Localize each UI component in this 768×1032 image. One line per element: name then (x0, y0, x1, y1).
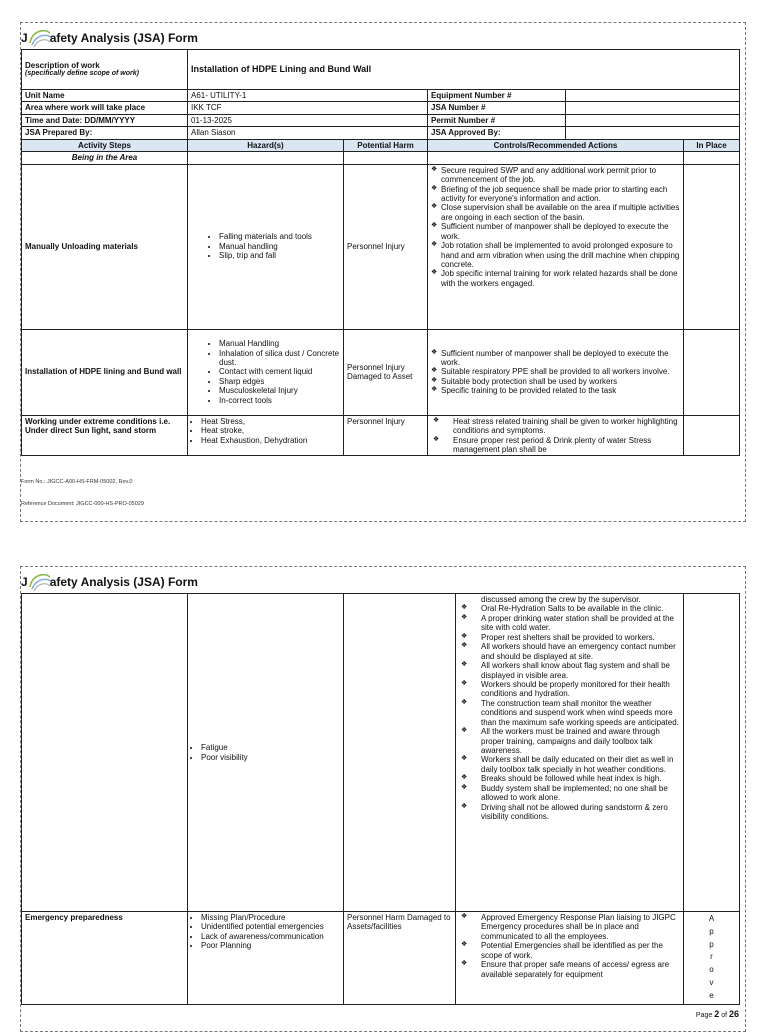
unit-name-label: Unit Name (22, 90, 188, 102)
hazards-cell (188, 164, 344, 329)
control-item: ❖ All the workers must be trained and aware through proper training, campaigns and daily toolbox talk awareness. (459, 727, 680, 755)
hazard-item: • Unidentified potential emergencies (201, 922, 340, 931)
in-place-letter: e (709, 990, 714, 1000)
hazard-item: • Heat stroke, (201, 426, 340, 435)
unit-name-value: A61- UTILITY-1 (188, 90, 428, 102)
in-place-cell (684, 415, 740, 456)
in-place-cell (684, 594, 740, 912)
control-item: ❖ Proper rest shelters shall be provided to workers. (459, 633, 680, 642)
hazard-item: • Musculoskeletal Injury (219, 386, 340, 395)
in-place-letter: p (709, 926, 714, 936)
hazard-item: • Slip, trip and fall (219, 251, 340, 260)
step-extreme-conditions: Working under extreme conditions i.e. Under direct Sun light, sand storm (22, 415, 188, 456)
jsa-page-1 (20, 22, 746, 522)
title-text: afety Analysis (JSA) Form (49, 574, 198, 589)
control-item: ❖ Heat stress related training shall be given to worker highlighting conditions and symptoms. (431, 417, 680, 436)
prepared-by-label: JSA Prepared By: (22, 127, 188, 139)
hazard-item: • Manual Handling (219, 339, 340, 348)
page-prefix: Page (695, 1011, 713, 1019)
hazard-item: • Heat Exhaustion, Dehydration (201, 436, 340, 445)
jsa-header-table (21, 49, 740, 456)
control-item: ❖ Workers shall be daily educated on their diet as well in daily toolbox talk specially in hot weather conditions. (459, 755, 680, 774)
control-item: ❖ Job specific internal training for work related hazards shall be done with the workers engaged. (431, 269, 680, 288)
jsa-page-2 (20, 566, 746, 1032)
col-hazards: Hazard(s) (188, 139, 344, 151)
page-number (696, 1009, 739, 1020)
step-being-in-area: Being in the Area (22, 152, 188, 164)
controls-cell (428, 329, 684, 415)
in-place-letter: o (709, 965, 714, 975)
harm-cell: Personnel Injury Damaged to Asset (344, 329, 428, 415)
hazard-item: • Falling materials and tools (219, 232, 340, 241)
hazard-item: • Sharp edges (219, 377, 340, 386)
form-number: Form No.: JIGCC-A00-HS-FRM-05002, Rev.0 (21, 479, 133, 485)
control-item: ❖ A proper drinking water station shall be provided at the site with cold water. (459, 614, 680, 633)
harm-cell: Personnel Harm Damaged to Assets/facilities (344, 912, 456, 1005)
hazard-item: • Missing Plan/Procedure (201, 913, 340, 922)
equipment-value (566, 90, 740, 102)
time-value: 01-13-2025 (188, 114, 428, 126)
hazards-cell (188, 329, 344, 415)
hazard-item: • In-correct tools (219, 396, 340, 405)
hazards-cell (188, 594, 344, 912)
in-place-cell (684, 912, 740, 1005)
description-label: Description of work (25, 60, 100, 70)
control-item: ❖ Secure required SWP and any additional work permit prior to commencement of the job. (431, 166, 680, 185)
col-activity-steps: Activity Steps (22, 139, 188, 151)
hazard-item: • Poor Planning (201, 941, 340, 950)
harm-cell: Personnel Injury (344, 415, 428, 456)
title-text: afety Analysis (JSA) Form (49, 30, 198, 45)
step-emergency: Emergency preparedness (22, 912, 188, 1005)
control-item: ❖ Job rotation shall be implemented to avoid prolonged exposure to hand and arm vibration when using the drill machine when chipping concrete. (431, 241, 680, 269)
control-item: ❖ Close supervision shall be available on the area if multiple activities are ongoing in each section of the basin. (431, 203, 680, 222)
control-item: ❖ Specific training to be provided related to the task (431, 386, 680, 395)
area-value: IKK TCF (188, 102, 428, 114)
hazard-item: • Manual handling (219, 242, 340, 251)
control-item: ❖ The construction team shall monitor the weather conditions and suspend work when wind speeds more than the maximum safe working speeds are anticipated. (459, 699, 680, 727)
column-header-row (22, 139, 740, 151)
control-item: ❖ Ensure proper rest period & Drink plenty of water Stress management plan shall be (431, 436, 680, 455)
control-item: ❖ Potential Emergencies shall be identified as per the scope of work. (459, 941, 680, 960)
approved-by-label: JSA Approved By: (428, 127, 566, 139)
area-label: Area where work will take place (22, 102, 188, 114)
in-place-cell (684, 164, 740, 329)
control-item: ❖ Ensure that proper safe means of access/ egress are available separately for equipment (459, 960, 680, 979)
control-continued: discussed among the crew by the supervisor. (481, 595, 641, 604)
permit-label: Permit Number # (428, 114, 566, 126)
in-place-cell (684, 329, 740, 415)
in-place-letter: v (709, 977, 714, 987)
controls-cell (428, 164, 684, 329)
controls-cell (456, 594, 684, 912)
control-item: ❖ All workers shall know about flag system and shall be displayed in visible area. (459, 661, 680, 680)
in-place-letter: p (709, 939, 714, 949)
harm-cell (344, 594, 456, 912)
hazard-item: • Heat Stress, (201, 417, 340, 426)
permit-value (566, 114, 740, 126)
control-item: ❖ Sufficient number of manpower shall be deployed to execute the work. (431, 349, 680, 368)
hazard-item: • Inhalation of silica dust / Concrete dust. (219, 349, 340, 368)
hazard-item: • Lack of awareness/communication (201, 932, 340, 941)
in-place-letter: r (710, 952, 713, 962)
title-prefix: J (21, 574, 28, 589)
in-place-letter: A (708, 914, 715, 923)
control-item: ❖ Approved Emergency Response Plan liaising to JIGPC Emergency procedures shall be in place and communicated to all the employees. (459, 913, 680, 941)
table-row (22, 415, 740, 456)
control-item: ❖ Driving shall not be allowed during sandstorm & zero visibility conditions. (459, 803, 680, 822)
hazard-item: • Contact with cement liquid (219, 367, 340, 376)
form-title (21, 572, 198, 592)
control-item: ❖ Oral Re-Hydration Salts to be available in the clinic. (459, 604, 680, 613)
hazard-item: • Fatigue (201, 743, 340, 752)
equipment-label: Equipment Number # (428, 90, 566, 102)
page-of: of (721, 1011, 728, 1019)
title-prefix: J (21, 30, 28, 45)
col-in-place: In Place (684, 139, 740, 151)
approved-by-value (566, 127, 740, 139)
jsa-number-value (566, 102, 740, 114)
table-row (22, 152, 740, 164)
control-item: ❖ Briefing of the job sequence shall be made prior to starting each activity for everyone's information and action. (431, 185, 680, 204)
table-row (22, 164, 740, 329)
control-item: ❖ All workers should have an emergency contact number and should be displayed at site. (459, 642, 680, 661)
hazard-item: • Poor visibility (201, 753, 340, 762)
description-label-cell (22, 50, 188, 90)
hazards-cell (188, 912, 344, 1005)
form-title (21, 28, 198, 48)
hazards-cell (188, 415, 344, 456)
control-item: ❖ Suitable respiratory PPE shall be provided to all workers involve. (431, 367, 680, 376)
prepared-by-value: Allan Siason (188, 127, 428, 139)
table-row (22, 912, 740, 1005)
table-row (22, 329, 740, 415)
harm-cell: Personnel Injury (344, 164, 428, 329)
controls-cell (456, 912, 684, 1005)
control-item: ❖ Sufficient number of manpower shall be deployed to execute the work. (431, 222, 680, 241)
jsa-continuation-table (21, 593, 740, 1005)
table-row (22, 594, 740, 912)
control-item: ❖ Suitable body protection shall be used by workers (431, 377, 680, 386)
jsa-number-label: JSA Number # (428, 102, 566, 114)
description-sublabel: (specifically define scope of work) (25, 70, 139, 78)
controls-cell (428, 415, 684, 456)
page-total: 26 (728, 1008, 739, 1019)
time-label: Time and Date: DD/MM/YYYY (22, 114, 188, 126)
step-installation: Installation of HDPE lining and Bund wall (22, 329, 188, 415)
control-item: ❖ Workers should be properly monitored for their health conditions and hydration. (459, 680, 680, 699)
control-item: ❖ Breaks should be followed while heat index is high. (459, 774, 680, 783)
control-item: ❖ Buddy system shall be implemented; no one shall be allowed to work alone. (459, 784, 680, 803)
page-current: 2 (714, 1008, 720, 1019)
reference-document: Reference Document: JIGCC-000-HS-PRO-05029 (21, 501, 144, 507)
step-cell (22, 594, 188, 912)
description-value: Installation of HDPE Lining and Bund Wall (188, 50, 740, 90)
col-controls: Controls/Recommended Actions (428, 139, 684, 151)
step-unloading: Manually Unloading materials (22, 164, 188, 329)
col-potential-harm: Potential Harm (344, 139, 428, 151)
